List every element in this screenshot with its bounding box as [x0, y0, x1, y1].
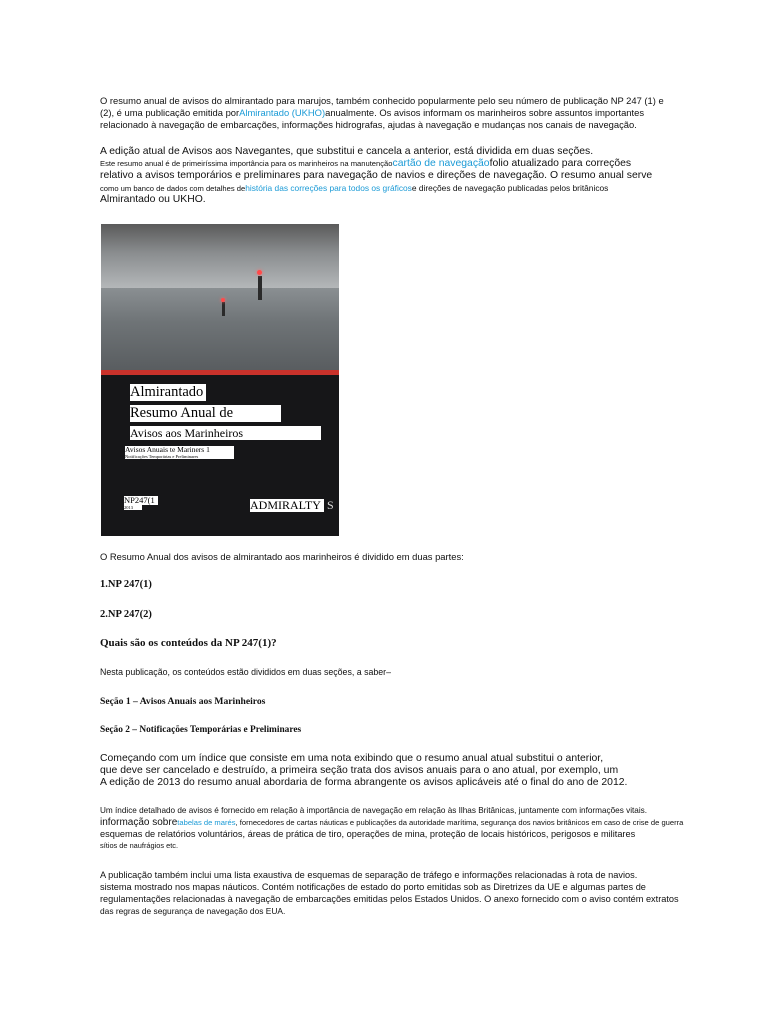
part-2: 2.NP 247(2)	[100, 609, 152, 620]
starting-line-2: que deve ser cancelado e destruído, a primeira seção trata dos avisos anuais para o ano atual, por exemplo, um	[100, 765, 619, 776]
publication-line-4: das regras de segurança de navegação dos EUA.	[100, 906, 286, 916]
cover-brand: ADMIRALTY	[250, 499, 324, 512]
edition-line-1: A edição atual de Avisos aos Navegantes, que substitui e cancela a anterior, está dividida em duas seções.	[100, 146, 594, 157]
edition-line-2-text: Este resumo anual é de primeiríssima importância para os marinheiros na manutenção	[100, 159, 393, 168]
index-line-1: Um índice detalhado de avisos é fornecido em relação à importância de navegação em relação às Ilhas Britânicas, juntamente com informações vitais.	[100, 806, 648, 815]
question-heading: Quais são os conteúdos da NP 247(1)?	[100, 637, 277, 649]
cover-subtitle-1: Avisos Anuais te Mariners 1	[125, 446, 234, 454]
edition-line-2	[100, 158, 631, 171]
buoy-light-icon	[221, 298, 225, 302]
corrections-history-link[interactable]: história das correções para todos os gráficos	[245, 183, 412, 193]
book-cover-image	[101, 224, 339, 536]
cover-code: NP247(1	[124, 496, 158, 505]
edition-line-4-text: como um banco de dados com detalhes de	[100, 184, 246, 193]
cover-sky	[101, 224, 339, 288]
index-line-2	[100, 817, 683, 828]
index-line-3: esquemas de relatórios voluntários, áreas de prática de tiro, operações de mina, proteção de locais históricos, perigosos e militares	[100, 829, 636, 839]
cover-code-year: 2013	[124, 505, 142, 510]
intro-line-2-text: (2), é uma publicação emitida por	[100, 107, 240, 118]
ukho-link[interactable]: Almirantado (UKHO)	[239, 107, 326, 118]
part-1: 1.NP 247(1)	[100, 579, 152, 590]
cover-brand-tail: S	[327, 498, 334, 512]
cover-sea	[101, 288, 339, 372]
cover-subtitle-2: Notificações Temporárias e Preliminares	[125, 454, 234, 459]
publication-line-3: regulamentações relacionadas à navegação de embarcações emitidas pelos Estados Unidos. O anexo fornecido com o aviso contém extratos	[100, 894, 679, 904]
intro-line-3: relacionado à navegação de embarcações, informações hidrografas, ajudas à navegação e mudanças nos canais de navegação.	[100, 119, 637, 130]
index-line-4: sítios de naufrágios etc.	[100, 841, 179, 850]
edition-line-3: relativo a avisos temporários e preliminares para navegação de navios e direções de navegação. O resumo anual serve	[100, 170, 653, 181]
section-1-heading: Seção 1 – Avisos Anuais aos Marinheiros	[100, 696, 266, 707]
edition-line-2-tail: folio atualizado para correções	[489, 158, 632, 169]
intro-line-2	[100, 107, 644, 119]
starting-line-3: A edição de 2013 do resumo anual abordaria de forma abrangente os avisos aplicáveis até o final do ano de 2012.	[100, 777, 628, 788]
edition-line-5: Almirantado ou UKHO.	[100, 194, 206, 205]
buoy-icon	[222, 302, 225, 316]
buoy-light-icon	[257, 270, 262, 275]
publication-line-2: sistema mostrado nos mapas náuticos. Contém notificações de estado do porto emitidas sob as Diretrizes da UE e algumas partes de	[100, 882, 646, 892]
cover-title-1: Almirantado	[130, 384, 206, 401]
section-2-heading: Seção 2 – Notificações Temporárias e Preliminares	[100, 725, 302, 735]
edition-line-4-tail: e direções de navegação publicadas pelos britânicos	[411, 183, 609, 193]
starting-line-1: Começando com um índice que consiste em uma nota exibindo que o resumo anual atual substitui o anterior,	[100, 753, 604, 764]
index-line-2-tail: , fornecedores de cartas náuticas e publicações da autoridade marítima, segurança dos navios britânicos em caso de crise de guerra	[235, 818, 684, 827]
cover-title-3: Avisos aos Marinheiros	[130, 426, 321, 440]
index-line-2-text: informação sobre	[100, 817, 178, 828]
chart-folio-link[interactable]: cartão de navegação	[392, 158, 490, 169]
buoy-icon	[258, 276, 262, 300]
tide-tables-link[interactable]: tabelas de marés	[177, 818, 236, 827]
cover-title-2: Resumo Anual de	[130, 405, 281, 422]
divided-line: O Resumo Anual dos avisos de almirantado aos marinheiros é dividido em duas partes:	[100, 551, 464, 562]
publication-line-1: A publicação também inclui uma lista exaustiva de esquemas de separação de tráfego e informações relacionadas à rota de navios.	[100, 870, 638, 880]
intro-line-2-tail: anualmente. Os avisos informam os marinheiros sobre assuntos importantes	[325, 107, 645, 118]
sections-intro: Nesta publicação, os conteúdos estão divididos em duas seções, a saber–	[100, 667, 391, 677]
intro-line-1: O resumo anual de avisos do almirantado para marujos, também conhecido popularmente pelo seu número de publicação NP 247 (1) e	[100, 95, 664, 106]
